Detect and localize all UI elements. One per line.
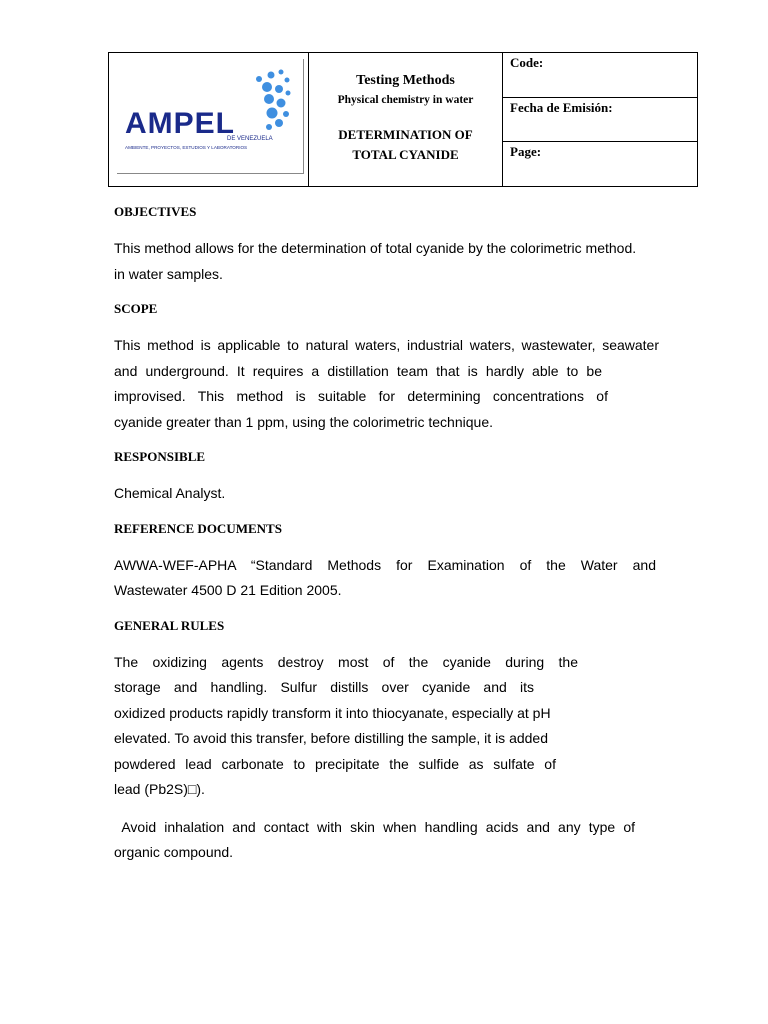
document-body	[114, 202, 659, 866]
rules-line-2: storage and handling. Sulfur distills over cyanide and its	[114, 679, 534, 695]
document-header	[108, 52, 698, 187]
doc-category: Testing Methods	[356, 73, 455, 88]
doc-title-line2: TOTAL CYANIDE	[352, 147, 459, 162]
scope-line-4: cyanide greater than 1 ppm, using the colorimetric technique.	[114, 413, 493, 430]
rules-line-5: powdered lead carbonate to precipitate the sulfide as sulfate of	[114, 755, 556, 772]
doc-subcategory: Physical chemistry in water	[337, 94, 474, 106]
logo-tagline: AMBIENTE, PROYECTOS, ESTUDIOS Y LABORATORIOS	[125, 145, 248, 150]
objectives-heading: OBJECTIVES	[114, 204, 197, 219]
logo-sub: DE VENEZUELA	[227, 136, 273, 142]
scope-text	[114, 333, 659, 435]
scope-line-2: and underground. It requires a distillation team that is hardly able to be	[114, 362, 602, 379]
rules-line-4: elevated. To avoid this transfer, before distilling the sample, it is added	[114, 730, 548, 746]
rules-text	[114, 650, 659, 803]
rules-line-6: lead (Pb2S)□).	[114, 781, 205, 797]
page-label: Page:	[510, 144, 542, 160]
company-logo	[109, 53, 309, 188]
doc-title	[309, 125, 502, 165]
references-line-2: Wastewater 4500 D 21 Edition 2005.	[114, 582, 342, 598]
logo-cell	[109, 53, 309, 186]
rules-line-3: oxidized products rapidly transform it into thiocyanate, especially at pH	[114, 704, 551, 721]
responsible-heading: RESPONSIBLE	[114, 449, 206, 464]
objectives-line-1: This method allows for the determination of total cyanide by the colorimetric method.	[114, 240, 637, 256]
scope-line-3: improvised. This method is suitable for determining concentrations of	[114, 388, 608, 404]
rules2-line-1: Avoid inhalation and contact with skin when handling acids and any type of	[114, 818, 635, 835]
title-cell	[309, 53, 503, 186]
code-label: Code:	[503, 53, 697, 98]
objectives-line-2: in water samples.	[114, 265, 223, 282]
logo-brand: AMPEL	[125, 107, 235, 140]
rules-text-2	[114, 815, 659, 866]
rules-heading: GENERAL RULES	[114, 617, 225, 633]
references-line-1: AWWA-WEF-APHA “Standard Methods for Examination of the Water and	[114, 556, 656, 573]
scope-line-1: This method is applicable to natural waters, industrial waters, wastewater, seawater	[114, 337, 659, 353]
date-label: Fecha de Emisión:	[503, 98, 697, 143]
scope-heading: SCOPE	[114, 301, 158, 316]
doc-title-line1: DETERMINATION OF	[338, 127, 473, 142]
responsible-line-1: Chemical Analyst.	[114, 485, 226, 501]
objectives-text	[114, 236, 659, 287]
rules-line-1: The oxidizing agents destroy most of the cyanide during the	[114, 653, 578, 670]
references-heading: REFERENCE DOCUMENTS	[114, 520, 282, 536]
responsible-text	[114, 481, 659, 507]
rules2-line-2: organic compound.	[114, 844, 234, 860]
references-text	[114, 553, 659, 604]
meta-cell	[503, 53, 697, 186]
